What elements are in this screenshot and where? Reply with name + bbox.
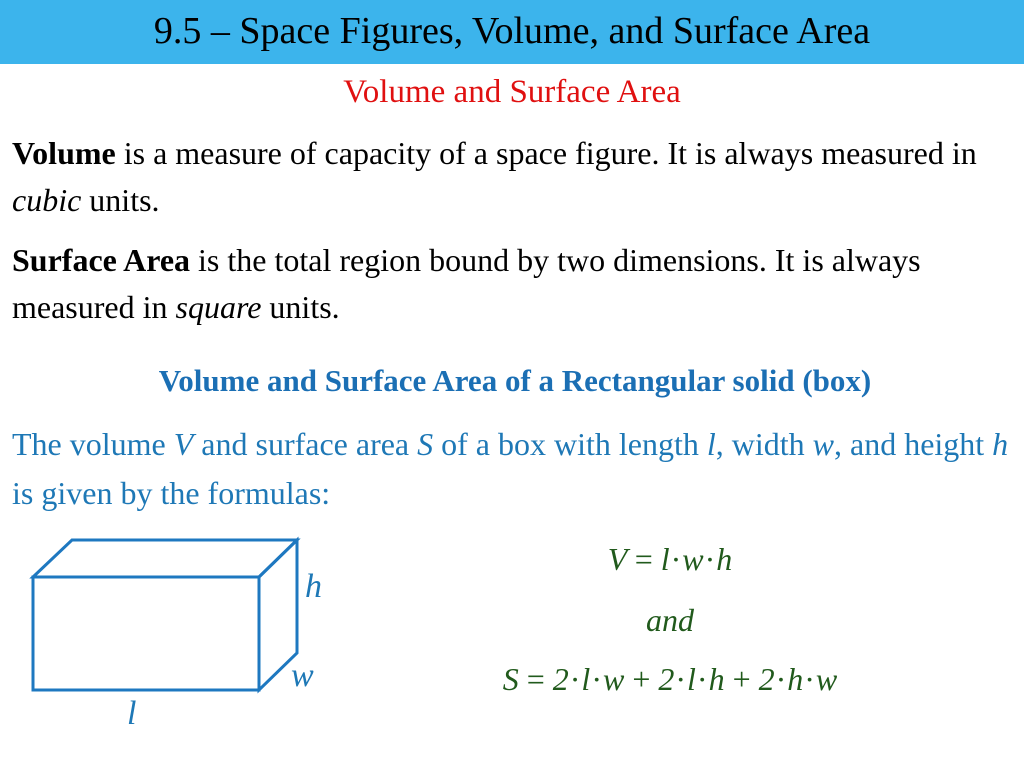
surface-term: Surface Area: [12, 242, 191, 278]
surface-area-formula: [450, 661, 890, 698]
multiply-dot: ·: [569, 661, 581, 697]
intro-part-3: of a box with length: [433, 426, 707, 462]
plus-sign: +: [632, 661, 651, 697]
volume-text-b: units.: [81, 182, 160, 218]
intro-var-l: l: [706, 426, 716, 462]
surface-text-a: is the total region bound by two dimensions. It is always measured in: [12, 242, 921, 325]
box-section-heading: Volume and Surface Area of a Rectangular solid (box): [158, 363, 872, 398]
surface-text-b: units.: [261, 289, 340, 325]
length-label: l: [127, 695, 137, 732]
var-l: l: [581, 661, 591, 697]
formula-conjunction: and: [646, 602, 694, 638]
multiply-dot: ·: [775, 661, 787, 697]
multiply-dot: ·: [704, 541, 716, 577]
volume-definition: [12, 130, 1017, 224]
coefficient-2: 2: [758, 661, 775, 697]
height-label: h: [305, 568, 322, 605]
intro-part-6: is given by the formulas:: [12, 475, 331, 511]
intro-part-1: The volume: [12, 426, 174, 462]
multiply-dot: ·: [591, 661, 602, 697]
var-h: h: [708, 661, 725, 697]
intro-var-h: h: [992, 426, 1009, 462]
multiply-dot: ·: [675, 661, 687, 697]
var-h: h: [787, 661, 804, 697]
equals-sign: =: [526, 661, 545, 697]
width-label: w: [291, 657, 314, 694]
slide-title: 9.5 – Space Figures, Volume, and Surface Area: [153, 10, 871, 52]
intro-part-2: and surface area: [193, 426, 418, 462]
rectangular-box-diagram: [0, 520, 340, 768]
multiply-dot: ·: [804, 661, 815, 697]
volume-text-a: is a measure of capacity of a space figure. It is always measured in: [115, 135, 977, 171]
volume-term: Volume: [12, 135, 116, 171]
box-front-face: [33, 577, 259, 690]
multiply-dot: ·: [696, 661, 708, 697]
intro-var-v: V: [173, 426, 194, 462]
box-formula-intro: [12, 420, 1017, 518]
surface-emphasis: square: [175, 289, 262, 325]
volume-emphasis: cubic: [12, 182, 82, 218]
coefficient-2: 2: [658, 661, 675, 697]
var-l: l: [687, 661, 696, 697]
formula-v: V: [607, 541, 627, 577]
var-w: w: [682, 541, 704, 577]
plus-sign: +: [732, 661, 751, 697]
box-top-face: [33, 540, 297, 577]
surface-area-definition: [12, 237, 1017, 331]
intro-var-w: w: [812, 426, 834, 462]
var-l: l: [660, 541, 670, 577]
intro-var-s: S: [417, 426, 434, 462]
multiply-dot: ·: [670, 541, 682, 577]
var-w: w: [815, 661, 838, 697]
coefficient-2: 2: [552, 661, 569, 697]
var-w: w: [602, 661, 625, 697]
intro-part-4: , width: [715, 426, 813, 462]
var-h: h: [716, 541, 733, 577]
intro-part-5: , and height: [833, 426, 993, 462]
section-subtitle: Volume and Surface Area: [343, 74, 681, 110]
volume-formula: [560, 541, 780, 578]
formula-s: S: [502, 661, 519, 697]
equals-sign: =: [634, 541, 653, 577]
